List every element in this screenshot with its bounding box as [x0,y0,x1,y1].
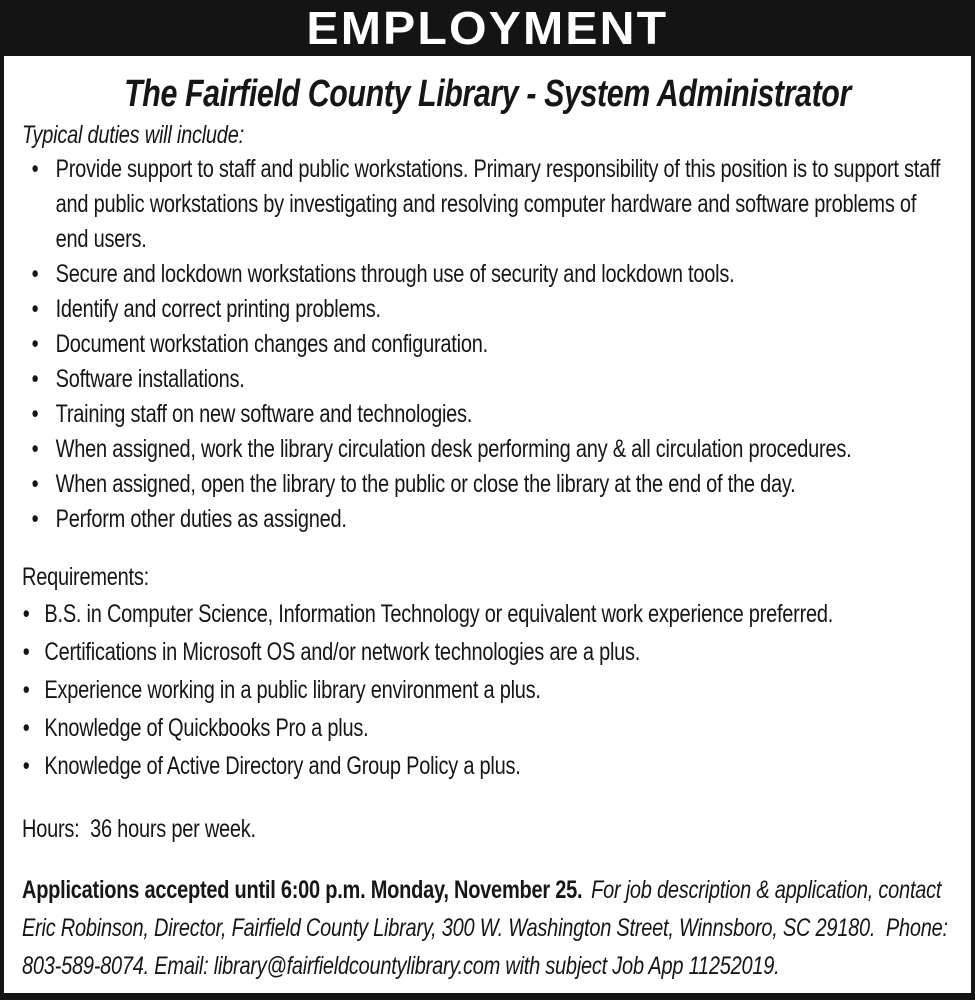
duty-item: • Provide support to staff and public workstations. Primary responsibility of this position is to support staff and public workstations by investigating and resolving computer hardware and software problems of end users. [22,152,953,257]
requirements-heading: Requirements: [22,563,149,591]
requirement-item: • Experience working in a public library environment a plus. [22,671,953,709]
banner-title: EMPLOYMENT [306,2,669,54]
duties-list [22,152,953,537]
duty-item: • Document workstation changes and configuration. [22,327,953,362]
contact-details: For job description & application, contact Eric Robinson, Director, Fairfield County Library, 300 W. Washington Street, Winnsboro, SC 29180. Phone: 803-589-8074. Email: library@fairfieldcountylibrary.com with subject Job App 11252019. [22,876,954,980]
duty-item: • Training staff on new software and technologies. [22,397,953,432]
employment-section-banner [0,0,975,56]
duty-item: • Software installations. [22,362,953,397]
requirement-item: • Knowledge of Active Directory and Group Policy a plus. [22,747,953,785]
job-ad [0,56,975,1000]
hours-line: Hours: 36 hours per week. [22,815,256,843]
application-deadline: Applications accepted until 6:00 p.m. Monday, November 25. [22,876,583,904]
requirement-item: • Certifications in Microsoft OS and/or network technologies are a plus. [22,633,953,671]
requirement-item: • Knowledge of Quickbooks Pro a plus. [22,709,953,747]
duty-item: • Secure and lockdown workstations through use of security and lockdown tools. [22,257,953,292]
closing-paragraph [22,871,953,985]
duties-intro: Typical duties will include: [22,121,244,149]
requirement-item: • B.S. in Computer Science, Information Technology or equivalent work experience preferred. [22,595,953,633]
requirements-list [22,595,953,785]
duty-item: • Perform other duties as assigned. [22,502,953,537]
job-title: The Fairfield County Library - System Administrator [124,73,851,115]
duty-item: • When assigned, open the library to the public or close the library at the end of the day. [22,467,953,502]
duty-item: • When assigned, work the library circulation desk performing any & all circulation procedures. [22,432,953,467]
duty-item: • Identify and correct printing problems. [22,292,953,327]
